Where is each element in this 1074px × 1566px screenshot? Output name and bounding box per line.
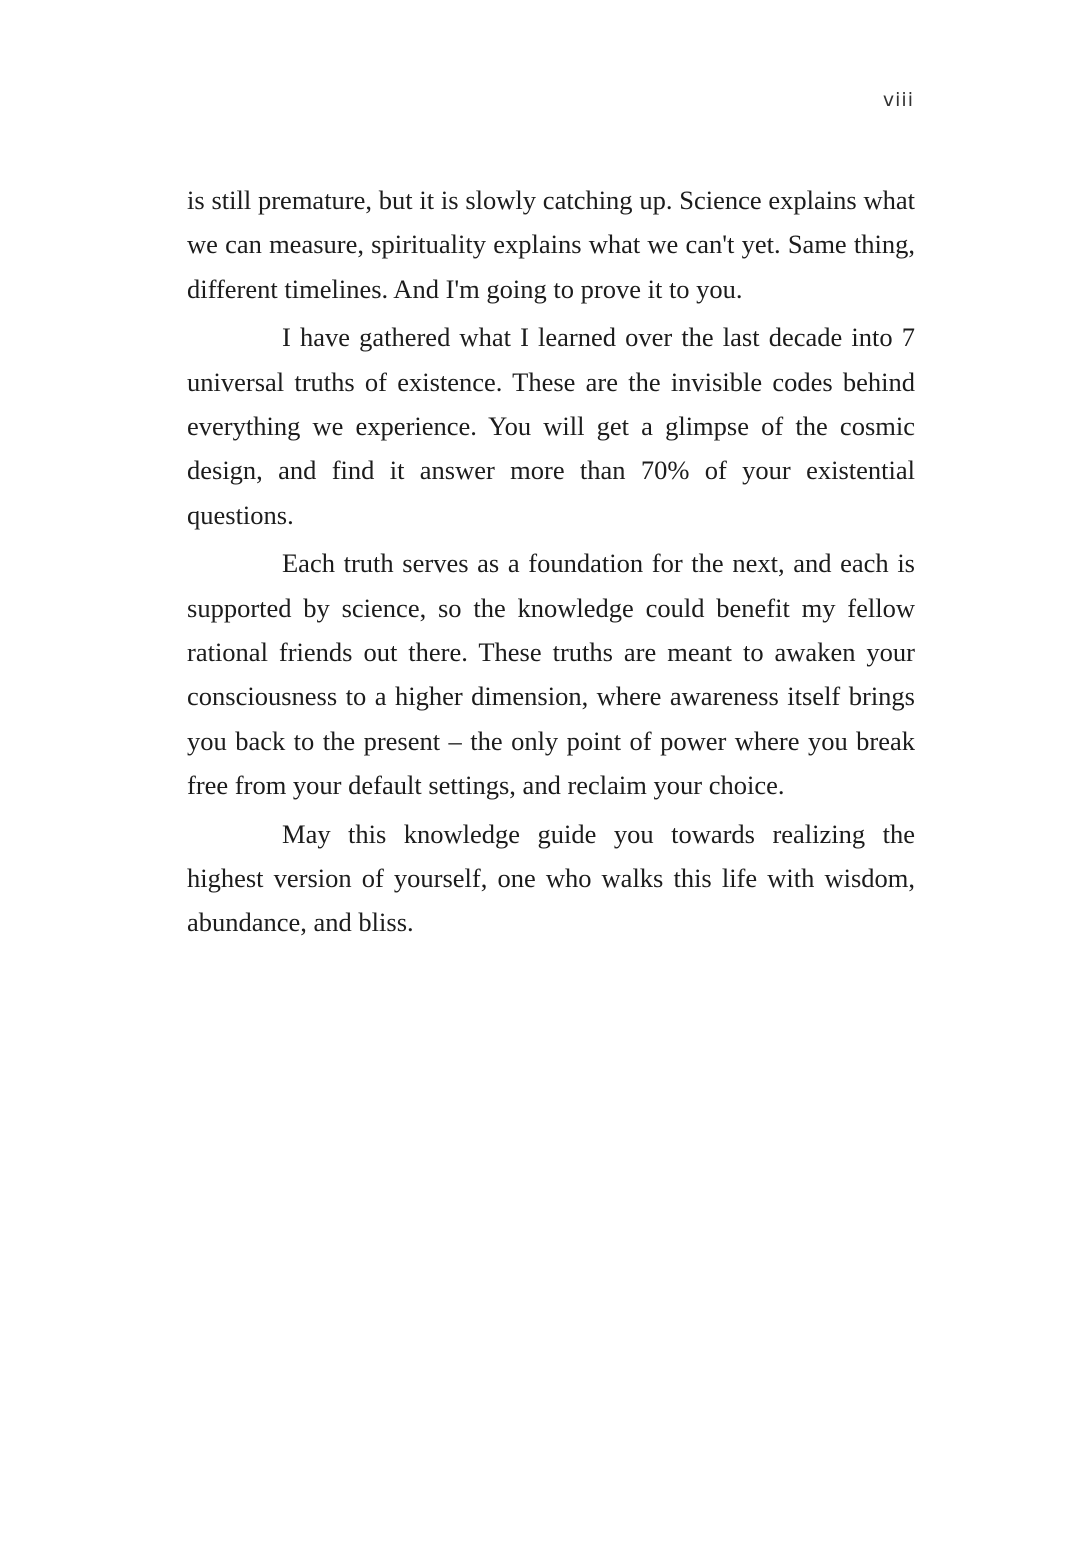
paragraph-seven-truths: I have gathered what I learned over the last decade into 7 universal truths of existence. These are the invisible codes behind everything we experience. You will get a glimpse of the cosmic design, and find it answer more than 70% of your existential questions. (187, 322, 915, 530)
paragraph-closing: May this knowledge guide you towards realizing the highest version of yourself, one who walks this life with wisdom, abundance, and bliss. (187, 818, 915, 938)
paragraph-continued: is still premature, but it is slowly catching up. Science explains what we can measure, spirituality explains what we can't yet. Same thing, different timelines. And I'm going to prove it to you. (187, 185, 915, 304)
paragraph-foundation: Each truth serves as a foundation for the next, and each is supported by science, so the knowledge could benefit my fellow rational friends out there. These truths are meant to awaken your consciousness to a higher dimension, where awareness itself brings you back to the present – the only point of power where you break free from your default settings, and reclaim your choice. (187, 548, 915, 800)
page-number: viii (882, 89, 914, 111)
page-body (187, 178, 915, 949)
